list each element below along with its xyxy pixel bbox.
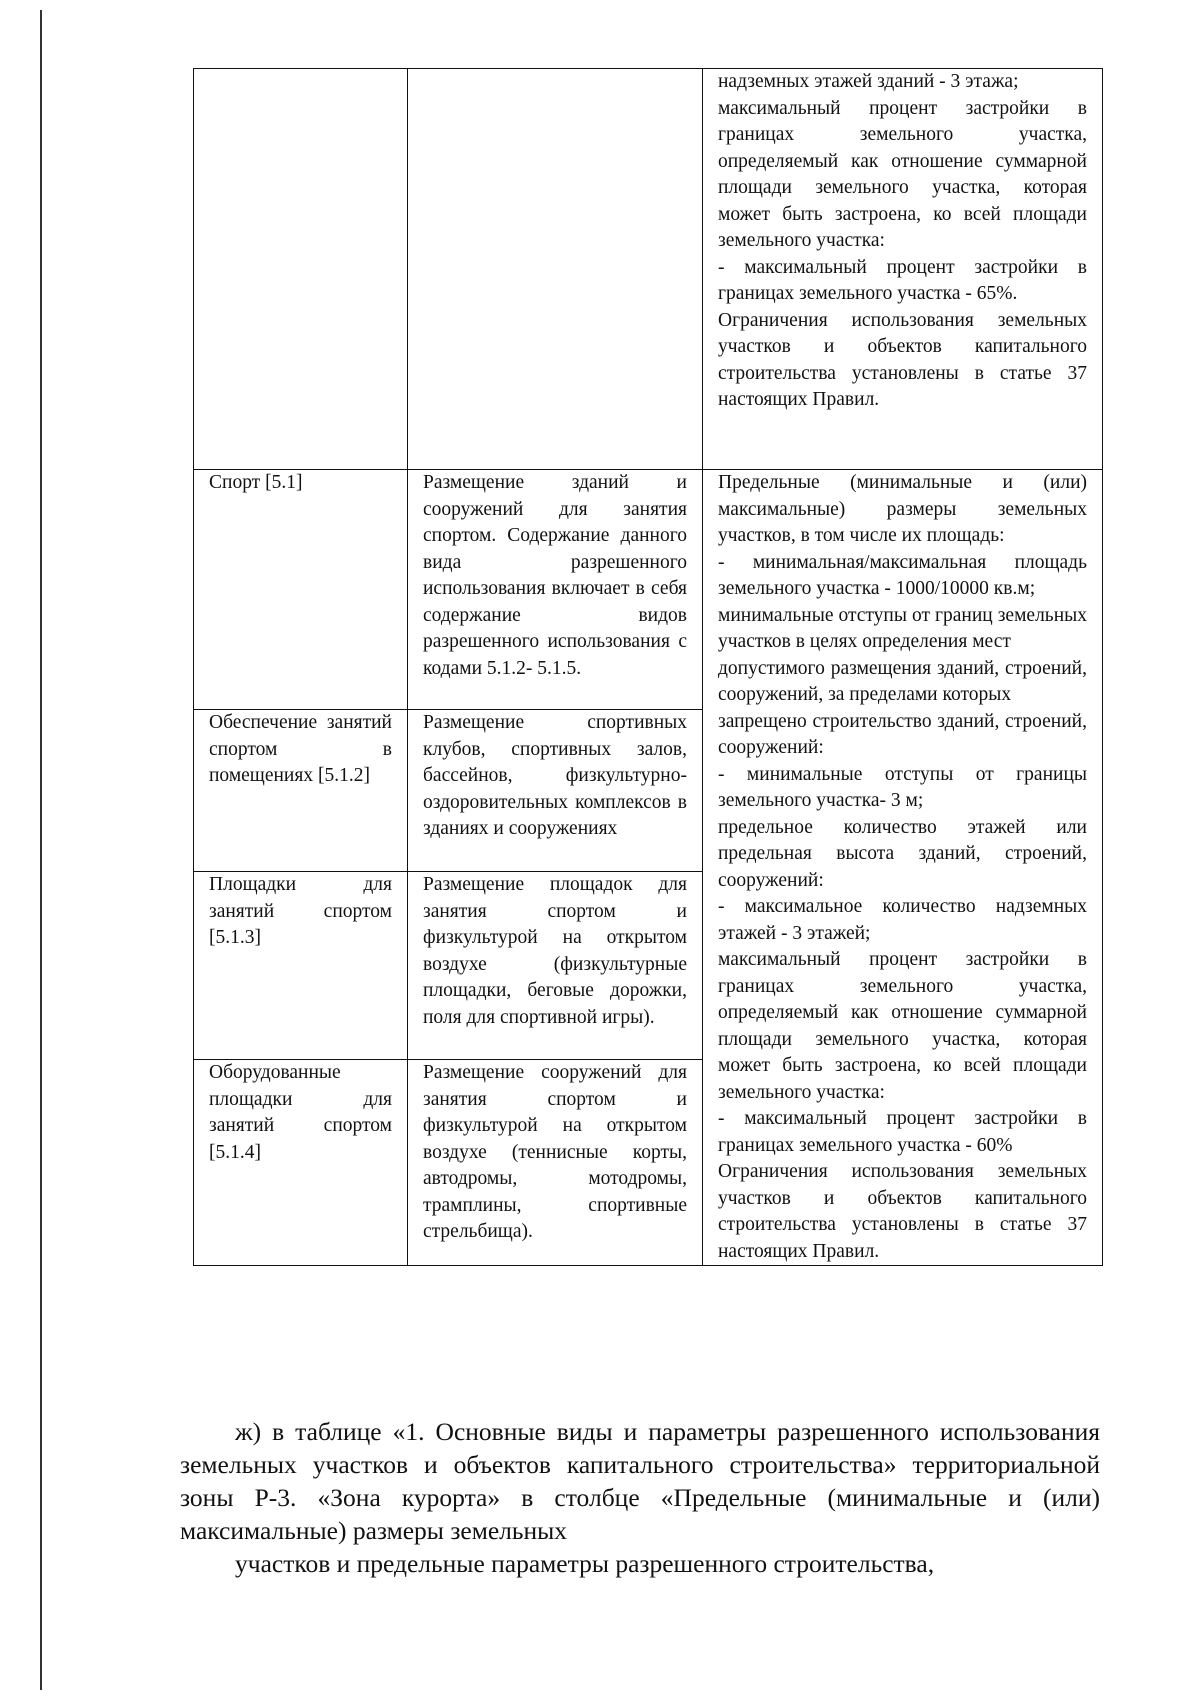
- param-line: допустимого размещения зданий, строений, сооружений, за пределами которых: [718, 657, 1087, 705]
- cell-params-sport: [703, 470, 1103, 1266]
- cell-empty-description: [408, 69, 703, 470]
- param-line: - максимальный процент застройки в границах земельного участка - 65%.: [718, 256, 1087, 304]
- paragraph-last-line: участков и предельные параметры разрешенного строительства,: [235, 1549, 935, 1578]
- cell-use-type: Обеспечение занятий спортом в помещениях [5.1.2]: [194, 710, 408, 872]
- param-line: предельное количество этажей или предельная высота зданий, строений, сооружений:: [718, 816, 1087, 891]
- cell-use-type: Спорт [5.1]: [194, 470, 408, 710]
- land-use-table: [193, 68, 1103, 1266]
- param-line: Предельные (минимальные и (или) максимальные) размеры земельных участков, в том числе их площадь:: [718, 472, 1087, 546]
- param-line: надземных этажей зданий - 3 этажа;: [718, 71, 1019, 92]
- cell-empty-type: [194, 69, 408, 470]
- table-row-continued: [194, 69, 1103, 470]
- param-line: запрещено строительство зданий, строений, сооружений:: [718, 710, 1087, 758]
- cell-use-description: Размещение площадок для занятия спортом и физкультурой на открытом воздухе (физкультурные площадки, беговые дорожки, поля для спортивной игры).: [408, 872, 703, 1060]
- paragraph-text: ж) в таблице «1. Основные виды и параметры разрешенного использования земельных участков и объектов капитального строительства» территориальной зоны Р-3. «Зона курорта» в столбце «Предельные (минимальные и (или) максимальные) размеры земельных: [180, 1417, 1100, 1545]
- param-line: Ограничения использования земельных участков и объектов капитального строительства установлены в статье 37 настоящих Правил.: [718, 309, 1087, 410]
- param-line: максимальный процент застройки в границах земельного участка, определяемый как отношение суммарной площади земельного участка, которая может быть застроена, ко всей площади земельного участка:: [718, 949, 1087, 1103]
- param-line: - максимальный процент застройки в границах земельного участка - 60%: [718, 1108, 1087, 1156]
- param-line: - максимальное количество надземных этажей - 3 этажей;: [718, 896, 1087, 944]
- param-line: максимальный процент застройки в границах земельного участка, определяемый как отношение суммарной площади земельного участка, которая может быть застроена, ко всей площади земельного участка:: [718, 97, 1087, 251]
- cell-use-description: Размещение сооружений для занятия спортом и физкультурой на открытом воздухе (теннисные корты, автодромы, мотодромы, трамплины, спортивные стрельбища).: [408, 1060, 703, 1266]
- cell-use-description: Размещение спортивных клубов, спортивных залов, бассейнов, физкультурно-оздоровительных комплексов в зданиях и сооружениях: [408, 710, 703, 872]
- cell-use-type: Площадки для занятий спортом [5.1.3]: [194, 872, 408, 1060]
- param-line: минимальные отступы от границ земельных участков в целях определения мест: [718, 604, 1087, 652]
- cell-use-type: Оборудованные площадки для занятий спортом [5.1.4]: [194, 1060, 408, 1266]
- table-row: [194, 470, 1103, 710]
- cell-use-description: Размещение зданий и сооружений для занятия спортом. Содержание данного вида разрешенного использования включает в себя содержание видов разрешенного использования с кодами 5.1.2- 5.1.5.: [408, 470, 703, 710]
- param-line: - минимальная/максимальная площадь земельного участка - 1000/10000 кв.м;: [718, 551, 1087, 599]
- param-line: Ограничения использования земельных участков и объектов капитального строительства установлены в статье 37 настоящих Правил.: [718, 1161, 1087, 1262]
- page-binding-line: [40, 10, 42, 1690]
- amendment-paragraph: [180, 1415, 1100, 1580]
- cell-params-continued: [703, 69, 1103, 470]
- param-line: - минимальные отступы от границы земельного участка- 3 м;: [718, 763, 1087, 811]
